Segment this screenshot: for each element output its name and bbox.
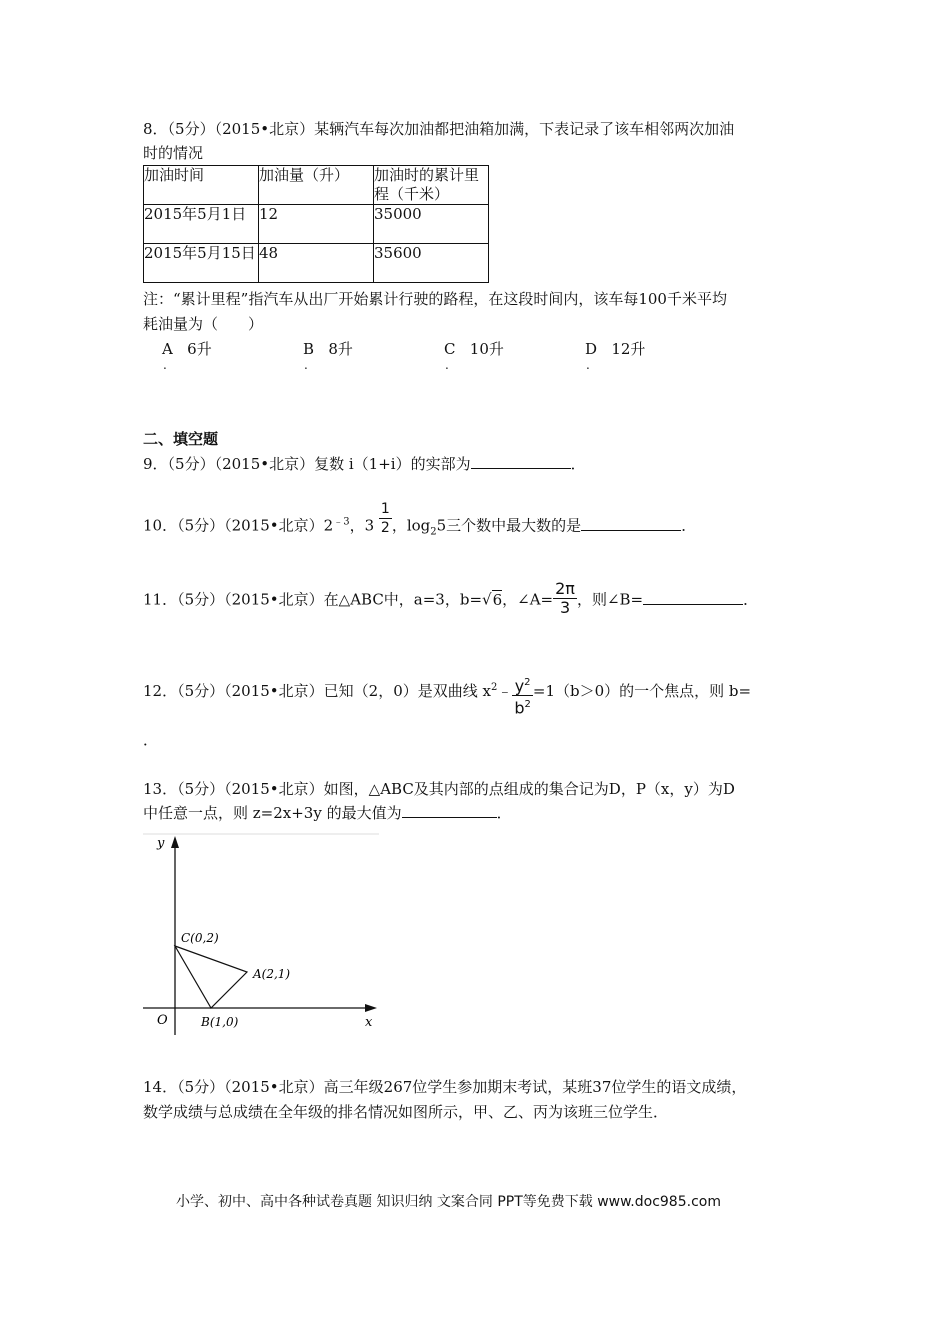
fraction-denominator: 3 — [559, 598, 571, 617]
q9-text: 9．（5分）（2015•北京）复数 i（1+i）的实部为 — [143, 455, 471, 473]
numerator-base: y — [514, 676, 525, 696]
fraction-denominator — [512, 696, 533, 717]
fraction-numerator: 1 — [380, 501, 390, 517]
page-footer: 小学、初中、高中各种试卷真题 知识归纳 文案合同 PPT等免费下载 www.doc985.com — [176, 1194, 721, 1210]
q11-rest: ，则∠B= — [576, 590, 644, 609]
denominator-base: b — [514, 698, 525, 718]
section-heading: 二、填空题 — [143, 430, 219, 448]
q10-rest: 5三个数中最大数的是 — [436, 516, 582, 535]
table-header: 加油时的累计里程（千米） — [374, 166, 489, 205]
fuel-table — [143, 165, 489, 283]
q13-line2 — [143, 802, 512, 824]
q10-log-base: 2 — [430, 526, 437, 538]
option-c — [444, 338, 504, 360]
q12-end: ． — [143, 731, 159, 749]
answer-blank — [581, 516, 681, 531]
q13-line1: 13．（5分）（2015•北京）如图，△ABC及其内部的点组成的集合记为D，P（x，y）为D — [143, 780, 735, 798]
q11-mid: ，∠A= — [502, 590, 554, 609]
origin-label: O — [157, 1013, 168, 1028]
q14-line2: 数学成绩与总成绩在全年级的排名情况如图所示，甲、乙、丙为该班三位学生． — [143, 1103, 669, 1121]
fraction-numerator — [512, 674, 533, 696]
q10 — [143, 501, 697, 545]
q12-fraction — [512, 674, 533, 718]
q11-prefix: 11．（5分）（2015•北京）在△ABC中，a=3，b= — [143, 590, 483, 609]
table-cell: 35600 — [374, 244, 489, 283]
option-dot: . — [304, 358, 308, 372]
option-text: 12升 — [611, 340, 646, 358]
q10-prefix: 10．（5分）（2015•北京）2 — [143, 516, 334, 535]
option-text: 8升 — [328, 340, 353, 358]
fraction-numerator: 2π — [555, 579, 575, 598]
table-row — [144, 244, 489, 283]
option-dot: . — [445, 358, 449, 372]
table-row — [144, 205, 489, 244]
x-axis-label: x — [365, 1015, 373, 1030]
y-axis-label: y — [157, 836, 165, 851]
q10-exponent: ﹣3 — [333, 516, 350, 528]
table-cell: 2015年5月15日 — [144, 244, 259, 283]
option-d — [585, 338, 645, 360]
q12-prefix: 12．（5分）（2015•北京）已知（2，0）是双曲线 x — [143, 681, 491, 700]
q10-fraction — [379, 500, 392, 537]
option-letter: A — [162, 340, 173, 358]
q8-line1: 8．（5分）（2015•北京）某辆汽车每次加油都把油箱加满，下表记录了该车相邻两次加油 — [143, 120, 735, 138]
numerator-exponent: 2 — [524, 677, 531, 688]
q8-note-line1: 注：“累计里程”指汽车从出厂开始累计行驶的路程，在这段时间内，该车每100千米平均 — [143, 290, 727, 308]
denominator-exponent: 2 — [524, 699, 531, 711]
option-text: 6升 — [187, 340, 212, 358]
point-a-label: A(2,1) — [253, 967, 291, 981]
q8-note-line2: 耗油量为（ ） — [143, 315, 264, 333]
option-dot: . — [163, 358, 167, 372]
q12-exponent: 2 — [490, 681, 498, 693]
table-header-row — [144, 166, 489, 205]
q9-end: ． — [570, 455, 586, 473]
q12-minus: ﹣ — [497, 681, 513, 700]
q11: 11．（5分）（2015•北京）在△ABC中，a=3，b=√6，∠A= $\frac{2\pi}{3}$ ，则∠B= ． — [143, 579, 759, 617]
q13-line2-text: 中任意一点，则 z=2x+3y 的最大值为 — [143, 804, 402, 822]
q10-end: ． — [681, 516, 697, 535]
table-cell: 2015年5月1日 — [144, 205, 259, 244]
q8-line2: 时的情况 — [143, 144, 204, 162]
option-letter: B — [303, 340, 315, 358]
answer-blank — [643, 590, 743, 605]
triangle-figure — [143, 832, 383, 1037]
q11-fraction — [553, 580, 577, 617]
q10-mid: ，3 — [349, 516, 375, 535]
option-text: 10升 — [469, 340, 504, 358]
table-cell: 12 — [259, 205, 374, 244]
point-b-label: B(1,0) — [201, 1015, 239, 1029]
x-axis-arrow — [365, 1004, 377, 1012]
table-header: 加油量（升） — [259, 166, 374, 205]
q12-rest: =1（b＞0）的一个焦点，则 b= — [532, 681, 752, 700]
fraction-denominator: 2 — [380, 520, 390, 536]
point-c-label: C(0,2) — [181, 931, 219, 945]
q11-end: ． — [743, 590, 759, 609]
q10-log: ，log — [391, 516, 431, 535]
table-cell: 48 — [259, 244, 374, 283]
table-cell: 35000 — [374, 205, 489, 244]
answer-blank — [402, 803, 497, 818]
option-letter: D — [585, 340, 598, 358]
table-header: 加油时间 — [144, 166, 259, 205]
q9 — [143, 453, 586, 475]
option-letter: C — [444, 340, 456, 358]
q11-sqrt: 6 — [492, 590, 503, 609]
q14-line1: 14．（5分）（2015•北京）高三年级267位学生参加期末考试，某班37位学生的语文成绩， — [143, 1078, 747, 1096]
answer-blank — [471, 454, 571, 469]
option-dot: . — [586, 358, 590, 372]
option-b — [303, 338, 353, 360]
q13-end: ． — [496, 804, 512, 822]
q12 — [143, 670, 752, 718]
y-axis-arrow — [171, 836, 179, 848]
triangle-abc — [175, 946, 247, 1008]
option-a — [162, 338, 212, 360]
